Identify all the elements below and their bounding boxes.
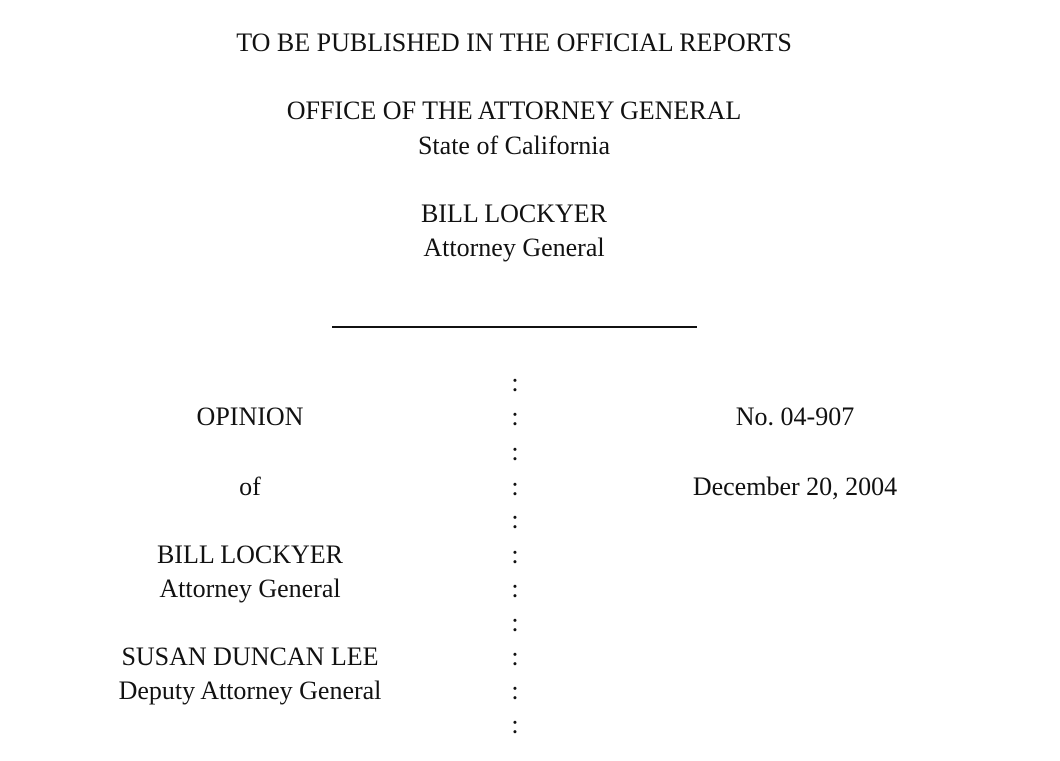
colon-mark: : <box>511 505 519 534</box>
horizontal-divider <box>332 326 697 328</box>
attorney-general-title: Attorney General <box>423 233 605 262</box>
opinion-date: December 20, 2004 <box>692 472 898 501</box>
publication-notice: TO BE PUBLISHED IN THE OFFICIAL REPORTS <box>236 28 792 57</box>
caption-ag-name: BILL LOCKYER <box>156 540 344 569</box>
caption-ag-title: Attorney General <box>159 574 341 603</box>
deputy-title: Deputy Attorney General <box>118 676 382 705</box>
colon-mark: : <box>511 642 519 671</box>
colon-mark: : <box>511 472 519 501</box>
colon-mark: : <box>511 710 519 739</box>
opinion-number: No. 04-907 <box>735 402 855 431</box>
colon-mark: : <box>511 540 519 569</box>
colon-mark: : <box>511 574 519 603</box>
attorney-general-name: BILL LOCKYER <box>420 199 608 228</box>
deputy-name: SUSAN DUNCAN LEE <box>121 642 379 671</box>
colon-mark: : <box>511 402 519 431</box>
colon-mark: : <box>511 437 519 466</box>
colon-mark: : <box>511 608 519 637</box>
state-name: State of California <box>417 131 611 160</box>
colon-mark: : <box>511 676 519 705</box>
opinion-label: OPINION <box>196 402 304 431</box>
of-label: of <box>239 472 261 501</box>
colon-mark: : <box>511 368 519 397</box>
office-heading: OFFICE OF THE ATTORNEY GENERAL <box>286 96 742 125</box>
